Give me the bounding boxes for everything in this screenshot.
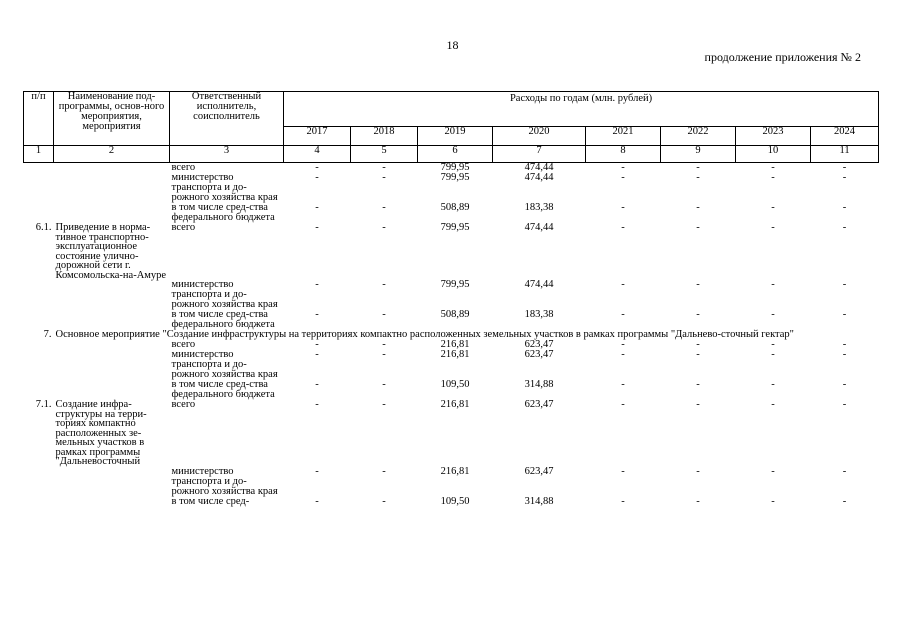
header-name: Наименование под-программы, основ-ного мероприятия, мероприятия (54, 92, 170, 146)
expense-value: - (771, 379, 775, 390)
expense-value: - (771, 202, 775, 213)
header-column-index: 2 (54, 146, 170, 163)
expense-value: - (696, 309, 700, 320)
executor-cell: в том числе сред- (171, 495, 250, 507)
expense-value: 508,89 (440, 309, 470, 320)
expense-value: - (382, 339, 386, 350)
expense-value: - (696, 279, 700, 290)
header-year: 2021 (586, 127, 661, 146)
measure-name (54, 497, 170, 507)
expense-value: - (771, 495, 775, 507)
expense-value: - (621, 172, 625, 183)
expense-value: - (621, 202, 625, 213)
expense-value: 314,88 (524, 495, 554, 507)
measure-name (54, 350, 170, 380)
table-row (24, 173, 879, 203)
header-column-index: 6 (418, 146, 493, 163)
expense-value: - (771, 465, 775, 477)
expense-value: - (315, 222, 319, 233)
expense-value: 314,88 (524, 379, 554, 390)
row-number (24, 467, 54, 497)
expense-value: 623,47 (524, 399, 554, 410)
header-num: п/п (24, 92, 54, 146)
row-number (24, 173, 54, 203)
expense-value: 183,38 (524, 202, 554, 213)
expense-value: - (842, 279, 847, 290)
expense-value: 183,38 (524, 309, 554, 320)
budget-table (23, 91, 879, 507)
executor-cell: всего (171, 399, 196, 410)
expense-value: - (621, 222, 625, 233)
measure-name (54, 203, 170, 223)
row-number (24, 340, 54, 350)
appendix-note: продолжение приложения № 2 (704, 50, 861, 64)
table-row (24, 350, 879, 380)
expense-value: - (842, 495, 847, 507)
executor-cell: в том числе сред-ства федерального бюджета (171, 202, 275, 223)
expense-value: - (842, 399, 847, 410)
table-row (24, 310, 879, 330)
expense-value: - (621, 339, 625, 350)
expense-value: 799,95 (440, 279, 470, 290)
table-row (24, 280, 879, 310)
executor-cell: министерство транспорта и до-рожного хозяйства края (171, 279, 278, 310)
expense-value: - (315, 202, 319, 213)
expense-value: - (771, 162, 775, 173)
expense-value: 109,50 (440, 495, 470, 507)
expense-value: - (771, 279, 775, 290)
expense-value: - (382, 309, 386, 320)
expense-value: - (315, 465, 319, 477)
header-column-index: 4 (284, 146, 351, 163)
expense-value: - (382, 202, 386, 213)
table-row (24, 467, 879, 497)
expense-value: 474,44 (524, 162, 554, 173)
row-number (24, 203, 54, 223)
executor-cell: всего (171, 339, 196, 350)
expense-value: - (382, 279, 386, 290)
expense-value: 109,50 (440, 379, 470, 390)
table-row (24, 400, 879, 467)
measure-name (54, 310, 170, 330)
expense-value: 623,47 (524, 339, 554, 350)
measure-name (54, 280, 170, 310)
expense-value: 216,81 (440, 465, 470, 477)
expense-value: - (382, 399, 386, 410)
expense-value: - (771, 339, 775, 350)
expense-value: - (315, 162, 319, 173)
expense-value: - (696, 172, 700, 183)
expense-value: - (696, 202, 700, 213)
expense-value: - (842, 222, 847, 233)
expense-value: - (382, 495, 386, 507)
expense-value: - (696, 465, 700, 477)
expense-value: - (771, 309, 775, 320)
expense-value: - (621, 399, 625, 410)
expense-value: - (696, 399, 700, 410)
expense-value: - (842, 349, 847, 360)
expense-value: - (696, 222, 700, 233)
expense-value: - (315, 495, 319, 507)
measure-name (54, 163, 170, 174)
expense-value: 623,47 (524, 465, 554, 477)
measure-name: Приведение в норма-тивное транспортно-эксплуатационное состояние улично-дорожной сети г. Комсомольска-на-Амуре (55, 222, 167, 281)
executor-cell: министерство транспорта и до-рожного хозяйства края (171, 172, 278, 203)
expense-value: - (621, 379, 625, 390)
executor-cell: министерство транспорта и до-рожного хозяйства края (171, 349, 278, 380)
measure-name (54, 380, 170, 400)
expense-value: 474,44 (524, 222, 554, 233)
table-row (24, 380, 879, 400)
expense-value: - (771, 172, 775, 183)
expense-value: - (621, 309, 625, 320)
expense-value: - (315, 309, 319, 320)
header-year: 2023 (736, 127, 811, 146)
expense-value: - (621, 495, 625, 507)
header-year: 2020 (493, 127, 586, 146)
expense-value: - (842, 379, 847, 390)
header-column-index: 5 (351, 146, 418, 163)
expense-value: 474,44 (524, 279, 554, 290)
expense-value: - (382, 222, 386, 233)
expense-value: - (696, 349, 700, 360)
header-year: 2017 (284, 127, 351, 146)
table-row (24, 497, 879, 507)
expense-value: - (315, 172, 319, 183)
table-row (24, 203, 879, 223)
header-expenses: Расходы по годам (млн. рублей) (284, 92, 879, 127)
row-number: 6.1. (35, 222, 52, 233)
expense-value: - (621, 162, 625, 173)
table-row (24, 223, 879, 280)
header-year: 2022 (661, 127, 736, 146)
row-number: 7.1. (35, 399, 52, 410)
section-title: Основное мероприятие "Создание инфраструктуры на территориях компактно расположенных земельных участков в рамках программы "Дальнево-сточный гектар" (55, 329, 794, 340)
expense-value: - (315, 379, 319, 390)
row-number (24, 350, 54, 380)
header-column-index: 8 (586, 146, 661, 163)
expense-value: - (771, 399, 775, 410)
expense-value: - (842, 339, 847, 350)
measure-name: Создание инфра-структуры на терри-ториях компактно расположенных зе-мельных участков в рамках программы "Дальневосточный (55, 399, 147, 467)
expense-value: 216,81 (440, 399, 470, 410)
header-column-index: 11 (811, 146, 879, 163)
expense-value: - (842, 309, 847, 320)
expense-value: - (842, 465, 847, 477)
expense-value: - (382, 379, 386, 390)
header-year: 2024 (811, 127, 879, 146)
header-column-index: 9 (661, 146, 736, 163)
expense-value: - (696, 379, 700, 390)
expense-value: - (315, 339, 319, 350)
header-year: 2019 (418, 127, 493, 146)
expense-value: - (696, 495, 700, 507)
expense-value: 799,95 (440, 172, 470, 183)
executor-cell: всего (171, 162, 196, 173)
row-number (24, 380, 54, 400)
expense-value: 508,89 (440, 202, 470, 213)
row-number (24, 280, 54, 310)
expense-value: - (771, 222, 775, 233)
expense-value: 623,47 (524, 349, 554, 360)
row-number: 7. (43, 329, 52, 340)
expense-value: - (315, 279, 319, 290)
executor-cell: всего (171, 222, 196, 233)
expense-value: - (382, 465, 386, 477)
executor-cell: министерство транспорта и до-рожного хозяйства края (171, 465, 278, 497)
expense-value: - (696, 162, 700, 173)
header-year: 2018 (351, 127, 418, 146)
row-number (24, 163, 54, 174)
expense-value: 799,95 (440, 162, 470, 173)
expense-value: - (621, 465, 625, 477)
expense-value: 474,44 (524, 172, 554, 183)
expense-value: - (621, 349, 625, 360)
expense-value: 799,95 (440, 222, 470, 233)
expense-value: - (621, 279, 625, 290)
expense-value: - (382, 172, 386, 183)
measure-name (54, 340, 170, 350)
measure-name (54, 173, 170, 203)
expense-value: - (315, 399, 319, 410)
header-column-index: 10 (736, 146, 811, 163)
row-number (24, 497, 54, 507)
page-number: 18 (446, 38, 459, 52)
measure-name (54, 467, 170, 497)
expense-value: - (382, 162, 386, 173)
header-executor: Ответственный исполнитель, соисполнитель (170, 92, 284, 146)
executor-cell: в том числе сред-ства федерального бюджета (171, 309, 275, 330)
executor-cell: в том числе сред-ства федерального бюджета (171, 379, 275, 400)
header-column-index: 7 (493, 146, 586, 163)
expense-value: 216,81 (440, 339, 470, 350)
expense-value: - (315, 349, 319, 360)
expense-value: - (842, 162, 847, 173)
row-number (24, 310, 54, 330)
header-column-index: 3 (170, 146, 284, 163)
expense-value: - (771, 349, 775, 360)
header-column-index: 1 (24, 146, 54, 163)
expense-value: - (842, 202, 847, 213)
expense-value: - (382, 349, 386, 360)
expense-value: 216,81 (440, 349, 470, 360)
expense-value: - (696, 339, 700, 350)
expense-value: - (842, 172, 847, 183)
